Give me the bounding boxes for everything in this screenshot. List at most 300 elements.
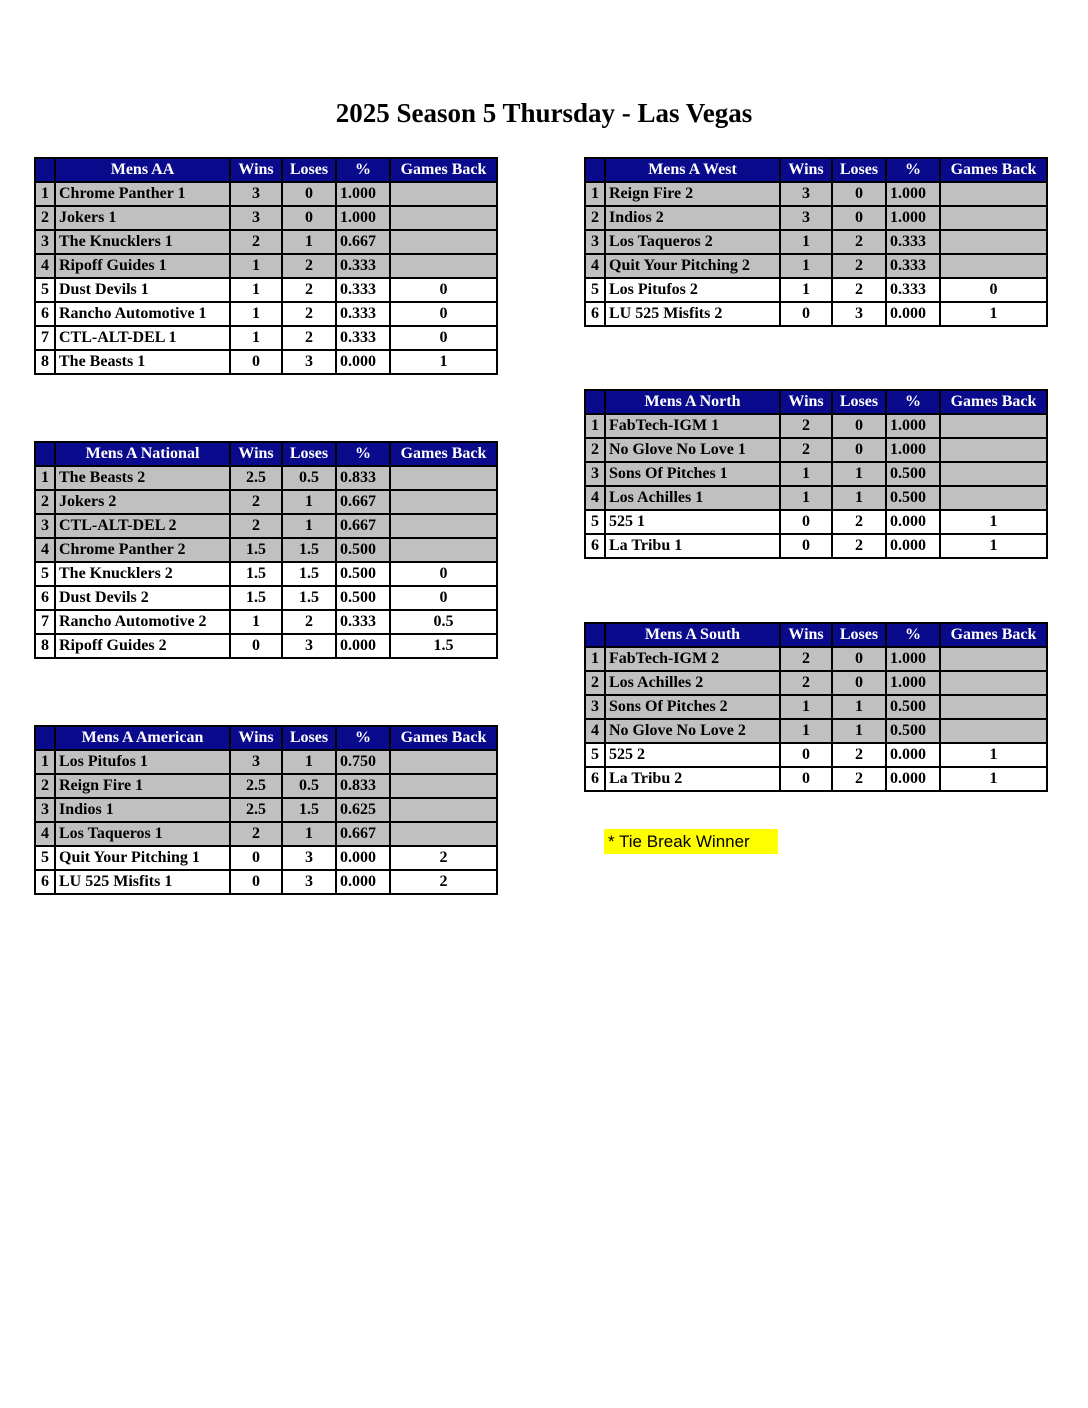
rank-cell: 5 <box>585 743 605 767</box>
table-row <box>585 438 1047 462</box>
pct-cell: 1.000 <box>336 182 390 206</box>
wins-cell: 2 <box>780 647 832 671</box>
rank-cell: 6 <box>35 586 55 610</box>
wins-header: Wins <box>230 158 282 182</box>
table-row <box>35 562 497 586</box>
loses-cell: 1 <box>282 514 336 538</box>
pct-cell: 1.000 <box>886 182 940 206</box>
table-row <box>35 350 497 374</box>
loses-cell: 2 <box>282 278 336 302</box>
team-name-cell: Reign Fire 2 <box>605 182 780 206</box>
table-row <box>35 774 497 798</box>
table-row <box>35 206 497 230</box>
division-name: Mens A West <box>605 158 780 182</box>
pct-cell: 0.750 <box>336 750 390 774</box>
table-row <box>35 182 497 206</box>
games-back-cell <box>390 230 497 254</box>
pct-cell: 0.000 <box>336 846 390 870</box>
games-back-cell <box>940 671 1047 695</box>
team-name-cell: Los Taqueros 2 <box>605 230 780 254</box>
pct-cell: 0.000 <box>336 634 390 658</box>
games-back-cell <box>940 695 1047 719</box>
rank-cell: 5 <box>35 278 55 302</box>
division-name: Mens AA <box>55 158 230 182</box>
team-name-cell: FabTech-IGM 2 <box>605 647 780 671</box>
games-back-cell: 1 <box>940 510 1047 534</box>
standings-table-mens-a-american <box>34 725 498 895</box>
loses-header: Loses <box>832 158 886 182</box>
pct-cell: 0.000 <box>886 510 940 534</box>
games-back-cell: 1 <box>940 302 1047 326</box>
loses-cell: 3 <box>282 870 336 894</box>
wins-cell: 0 <box>230 350 282 374</box>
pct-cell: 0.500 <box>336 562 390 586</box>
team-name-cell: 525 1 <box>605 510 780 534</box>
pct-cell: 1.000 <box>886 438 940 462</box>
team-name-cell: Dust Devils 2 <box>55 586 230 610</box>
pct-cell: 0.000 <box>336 350 390 374</box>
rank-cell: 1 <box>585 414 605 438</box>
table-row <box>35 750 497 774</box>
pct-header: % <box>886 390 940 414</box>
loses-cell: 1 <box>282 750 336 774</box>
table-row <box>585 182 1047 206</box>
loses-cell: 0 <box>282 206 336 230</box>
loses-cell: 0.5 <box>282 774 336 798</box>
rank-cell: 6 <box>35 870 55 894</box>
loses-header: Loses <box>282 442 336 466</box>
rank-cell: 6 <box>35 302 55 326</box>
pct-cell: 0.333 <box>336 254 390 278</box>
table-row <box>35 302 497 326</box>
wins-cell: 2.5 <box>230 774 282 798</box>
table-row <box>585 534 1047 558</box>
pct-cell: 0.667 <box>336 822 390 846</box>
loses-cell: 2 <box>832 534 886 558</box>
table-row <box>35 230 497 254</box>
team-name-cell: LU 525 Misfits 2 <box>605 302 780 326</box>
games-back-cell <box>390 514 497 538</box>
rank-cell: 2 <box>585 206 605 230</box>
wins-cell: 2 <box>230 514 282 538</box>
table-row <box>585 486 1047 510</box>
games-back-cell <box>390 774 497 798</box>
wins-cell: 2 <box>230 230 282 254</box>
wins-cell: 1 <box>230 278 282 302</box>
rank-cell: 3 <box>35 230 55 254</box>
team-name-cell: The Beasts 1 <box>55 350 230 374</box>
games-back-cell: 0 <box>390 302 497 326</box>
wins-cell: 3 <box>230 206 282 230</box>
pct-cell: 0.000 <box>886 743 940 767</box>
pct-header: % <box>886 158 940 182</box>
loses-cell: 0 <box>832 647 886 671</box>
loses-cell: 1 <box>282 230 336 254</box>
rank-cell: 2 <box>35 490 55 514</box>
team-name-cell: FabTech-IGM 1 <box>605 414 780 438</box>
pct-cell: 0.333 <box>886 278 940 302</box>
games-back-header: Games Back <box>390 726 497 750</box>
games-back-cell: 0 <box>390 326 497 350</box>
rank-cell: 7 <box>35 326 55 350</box>
rank-cell: 3 <box>35 798 55 822</box>
games-back-header: Games Back <box>940 623 1047 647</box>
table-row <box>585 278 1047 302</box>
wins-cell: 1 <box>780 278 832 302</box>
loses-header: Loses <box>832 390 886 414</box>
tie-break-legend: * Tie Break Winner <box>604 829 778 854</box>
games-back-cell: 0.5 <box>390 610 497 634</box>
team-name-cell: Los Pitufos 1 <box>55 750 230 774</box>
team-name-cell: Los Achilles 2 <box>605 671 780 695</box>
games-back-cell: 0 <box>390 586 497 610</box>
rank-cell: 5 <box>35 562 55 586</box>
pct-cell: 1.000 <box>886 671 940 695</box>
table-row <box>35 326 497 350</box>
loses-header: Loses <box>282 726 336 750</box>
table-row <box>35 538 497 562</box>
loses-cell: 1 <box>832 486 886 510</box>
games-back-cell <box>390 254 497 278</box>
pct-cell: 1.000 <box>886 647 940 671</box>
loses-cell: 3 <box>282 634 336 658</box>
wins-cell: 1 <box>780 254 832 278</box>
loses-cell: 2 <box>282 610 336 634</box>
rank-cell: 3 <box>585 230 605 254</box>
games-back-header: Games Back <box>940 390 1047 414</box>
pct-cell: 0.625 <box>336 798 390 822</box>
pct-cell: 0.333 <box>336 326 390 350</box>
pct-cell: 0.500 <box>336 538 390 562</box>
rank-cell: 4 <box>585 719 605 743</box>
loses-cell: 0 <box>282 182 336 206</box>
loses-cell: 2 <box>282 326 336 350</box>
rank-cell: 4 <box>585 254 605 278</box>
loses-cell: 1 <box>832 462 886 486</box>
pct-cell: 0.500 <box>336 586 390 610</box>
rank-cell: 5 <box>585 278 605 302</box>
games-back-cell <box>940 254 1047 278</box>
games-back-cell <box>940 647 1047 671</box>
rank-header <box>35 442 55 466</box>
rank-cell: 7 <box>35 610 55 634</box>
games-back-cell: 2 <box>390 870 497 894</box>
games-back-cell: 1.5 <box>390 634 497 658</box>
wins-cell: 1 <box>230 326 282 350</box>
loses-cell: 2 <box>832 278 886 302</box>
loses-cell: 0 <box>832 414 886 438</box>
table-row <box>35 466 497 490</box>
rank-cell: 2 <box>35 206 55 230</box>
pct-cell: 0.333 <box>886 254 940 278</box>
wins-cell: 3 <box>780 182 832 206</box>
wins-cell: 0 <box>230 846 282 870</box>
standings-table-mens-a-west <box>584 157 1048 327</box>
pct-cell: 0.500 <box>886 462 940 486</box>
pct-cell: 1.000 <box>336 206 390 230</box>
rank-cell: 5 <box>585 510 605 534</box>
division-name: Mens A American <box>55 726 230 750</box>
rank-cell: 5 <box>35 846 55 870</box>
header-row <box>585 623 1047 647</box>
loses-cell: 1 <box>832 719 886 743</box>
games-back-cell: 0 <box>940 278 1047 302</box>
loses-cell: 2 <box>282 302 336 326</box>
team-name-cell: Jokers 2 <box>55 490 230 514</box>
loses-cell: 3 <box>282 846 336 870</box>
games-back-header: Games Back <box>390 158 497 182</box>
wins-header: Wins <box>780 390 832 414</box>
rank-cell: 8 <box>35 634 55 658</box>
pct-cell: 0.500 <box>886 486 940 510</box>
wins-cell: 2 <box>230 822 282 846</box>
wins-cell: 3 <box>230 182 282 206</box>
standings-table-mens-a-south <box>584 622 1048 792</box>
pct-cell: 0.667 <box>336 514 390 538</box>
games-back-cell <box>940 414 1047 438</box>
wins-cell: 1.5 <box>230 586 282 610</box>
table-row <box>35 870 497 894</box>
team-name-cell: Jokers 1 <box>55 206 230 230</box>
wins-cell: 3 <box>780 206 832 230</box>
table-row <box>35 610 497 634</box>
rank-cell: 1 <box>585 182 605 206</box>
pct-header: % <box>336 442 390 466</box>
games-back-cell <box>390 206 497 230</box>
wins-header: Wins <box>230 442 282 466</box>
wins-cell: 1.5 <box>230 562 282 586</box>
rank-cell: 6 <box>585 767 605 791</box>
table-row <box>35 278 497 302</box>
games-back-cell: 1 <box>940 534 1047 558</box>
loses-cell: 2 <box>282 254 336 278</box>
team-name-cell: Indios 1 <box>55 798 230 822</box>
table-row <box>585 230 1047 254</box>
team-name-cell: La Tribu 1 <box>605 534 780 558</box>
games-back-cell: 0 <box>390 278 497 302</box>
games-back-cell: 1 <box>940 767 1047 791</box>
wins-cell: 1 <box>780 695 832 719</box>
games-back-cell <box>390 798 497 822</box>
loses-cell: 2 <box>832 510 886 534</box>
loses-cell: 1 <box>282 822 336 846</box>
header-row <box>35 726 497 750</box>
wins-cell: 1 <box>780 462 832 486</box>
wins-cell: 0 <box>780 743 832 767</box>
table-row <box>35 254 497 278</box>
wins-header: Wins <box>230 726 282 750</box>
wins-cell: 2 <box>230 490 282 514</box>
header-row <box>35 158 497 182</box>
team-name-cell: Sons Of Pitches 2 <box>605 695 780 719</box>
loses-cell: 1.5 <box>282 798 336 822</box>
loses-header: Loses <box>832 623 886 647</box>
rank-cell: 1 <box>585 647 605 671</box>
pct-cell: 0.667 <box>336 490 390 514</box>
rank-cell: 1 <box>35 182 55 206</box>
team-name-cell: No Glove No Love 1 <box>605 438 780 462</box>
pct-cell: 1.000 <box>886 414 940 438</box>
wins-cell: 1 <box>230 302 282 326</box>
loses-cell: 2 <box>832 743 886 767</box>
rank-cell: 3 <box>585 462 605 486</box>
wins-cell: 1 <box>780 230 832 254</box>
games-back-cell <box>940 206 1047 230</box>
table-row <box>35 490 497 514</box>
pct-cell: 0.333 <box>336 610 390 634</box>
pct-cell: 0.000 <box>886 767 940 791</box>
games-back-header: Games Back <box>390 442 497 466</box>
wins-cell: 2 <box>780 438 832 462</box>
pct-header: % <box>336 158 390 182</box>
games-back-cell: 1 <box>940 743 1047 767</box>
rank-header <box>35 158 55 182</box>
games-back-cell <box>940 719 1047 743</box>
rank-cell: 2 <box>585 671 605 695</box>
pct-cell: 0.500 <box>886 695 940 719</box>
header-row <box>35 442 497 466</box>
division-name: Mens A South <box>605 623 780 647</box>
pct-cell: 0.000 <box>336 870 390 894</box>
pct-header: % <box>886 623 940 647</box>
team-name-cell: Los Achilles 1 <box>605 486 780 510</box>
rank-cell: 4 <box>35 254 55 278</box>
loses-cell: 1.5 <box>282 562 336 586</box>
games-back-cell <box>390 182 497 206</box>
wins-cell: 1 <box>230 254 282 278</box>
pct-cell: 0.000 <box>886 302 940 326</box>
rank-header <box>35 726 55 750</box>
loses-cell: 3 <box>282 350 336 374</box>
loses-cell: 2 <box>832 254 886 278</box>
wins-cell: 2.5 <box>230 798 282 822</box>
pct-cell: 1.000 <box>886 206 940 230</box>
games-back-cell: 1 <box>390 350 497 374</box>
table-row <box>585 206 1047 230</box>
table-row <box>585 719 1047 743</box>
wins-cell: 3 <box>230 750 282 774</box>
pct-cell: 0.833 <box>336 466 390 490</box>
table-row <box>585 743 1047 767</box>
wins-cell: 0 <box>230 634 282 658</box>
games-back-cell: 0 <box>390 562 497 586</box>
games-back-cell <box>390 490 497 514</box>
team-name-cell: Ripoff Guides 1 <box>55 254 230 278</box>
division-name: Mens A North <box>605 390 780 414</box>
team-name-cell: Quit Your Pitching 2 <box>605 254 780 278</box>
table-row <box>585 254 1047 278</box>
wins-cell: 1 <box>780 719 832 743</box>
pct-cell: 0.333 <box>336 278 390 302</box>
loses-cell: 3 <box>832 302 886 326</box>
pct-header: % <box>336 726 390 750</box>
team-name-cell: Rancho Automotive 1 <box>55 302 230 326</box>
games-back-cell <box>940 486 1047 510</box>
games-back-cell <box>940 182 1047 206</box>
team-name-cell: Sons Of Pitches 1 <box>605 462 780 486</box>
wins-cell: 1 <box>780 486 832 510</box>
wins-cell: 0 <box>230 870 282 894</box>
games-back-cell <box>940 230 1047 254</box>
team-name-cell: No Glove No Love 2 <box>605 719 780 743</box>
table-row <box>585 767 1047 791</box>
loses-cell: 0 <box>832 206 886 230</box>
rank-cell: 1 <box>35 750 55 774</box>
wins-cell: 2 <box>780 671 832 695</box>
wins-cell: 1.5 <box>230 538 282 562</box>
table-row <box>35 586 497 610</box>
team-name-cell: The Beasts 2 <box>55 466 230 490</box>
header-row <box>585 390 1047 414</box>
team-name-cell: The Knucklers 2 <box>55 562 230 586</box>
loses-cell: 1.5 <box>282 538 336 562</box>
games-back-cell <box>390 822 497 846</box>
loses-cell: 2 <box>832 767 886 791</box>
team-name-cell: Rancho Automotive 2 <box>55 610 230 634</box>
rank-header <box>585 158 605 182</box>
wins-cell: 2 <box>780 414 832 438</box>
rank-header <box>585 623 605 647</box>
pct-cell: 0.667 <box>336 230 390 254</box>
games-back-header: Games Back <box>940 158 1047 182</box>
rank-cell: 4 <box>585 486 605 510</box>
team-name-cell: Chrome Panther 1 <box>55 182 230 206</box>
team-name-cell: La Tribu 2 <box>605 767 780 791</box>
table-row <box>585 695 1047 719</box>
team-name-cell: Los Pitufos 2 <box>605 278 780 302</box>
loses-cell: 0 <box>832 182 886 206</box>
games-back-cell <box>940 438 1047 462</box>
rank-cell: 3 <box>585 695 605 719</box>
rank-cell: 2 <box>585 438 605 462</box>
wins-cell: 0 <box>780 534 832 558</box>
team-name-cell: CTL-ALT-DEL 1 <box>55 326 230 350</box>
wins-cell: 0 <box>780 510 832 534</box>
team-name-cell: Reign Fire 1 <box>55 774 230 798</box>
loses-cell: 1 <box>832 695 886 719</box>
rank-cell: 6 <box>585 302 605 326</box>
team-name-cell: 525 2 <box>605 743 780 767</box>
team-name-cell: Ripoff Guides 2 <box>55 634 230 658</box>
team-name-cell: CTL-ALT-DEL 2 <box>55 514 230 538</box>
table-row <box>585 302 1047 326</box>
team-name-cell: Chrome Panther 2 <box>55 538 230 562</box>
table-row <box>35 798 497 822</box>
loses-cell: 0 <box>832 671 886 695</box>
rank-cell: 2 <box>35 774 55 798</box>
pct-cell: 0.333 <box>336 302 390 326</box>
header-row <box>585 158 1047 182</box>
games-back-cell <box>390 750 497 774</box>
loses-cell: 2 <box>832 230 886 254</box>
rank-cell: 1 <box>35 466 55 490</box>
wins-cell: 1 <box>230 610 282 634</box>
games-back-cell <box>390 538 497 562</box>
standings-table-mens-aa <box>34 157 498 375</box>
team-name-cell: LU 525 Misfits 1 <box>55 870 230 894</box>
team-name-cell: Los Taqueros 1 <box>55 822 230 846</box>
rank-cell: 4 <box>35 822 55 846</box>
team-name-cell: The Knucklers 1 <box>55 230 230 254</box>
games-back-cell <box>940 462 1047 486</box>
page-title: 2025 Season 5 Thursday - Las Vegas <box>335 98 753 128</box>
table-row <box>35 846 497 870</box>
wins-cell: 0 <box>780 302 832 326</box>
table-row <box>35 514 497 538</box>
rank-cell: 4 <box>35 538 55 562</box>
loses-header: Loses <box>282 158 336 182</box>
table-row <box>585 671 1047 695</box>
